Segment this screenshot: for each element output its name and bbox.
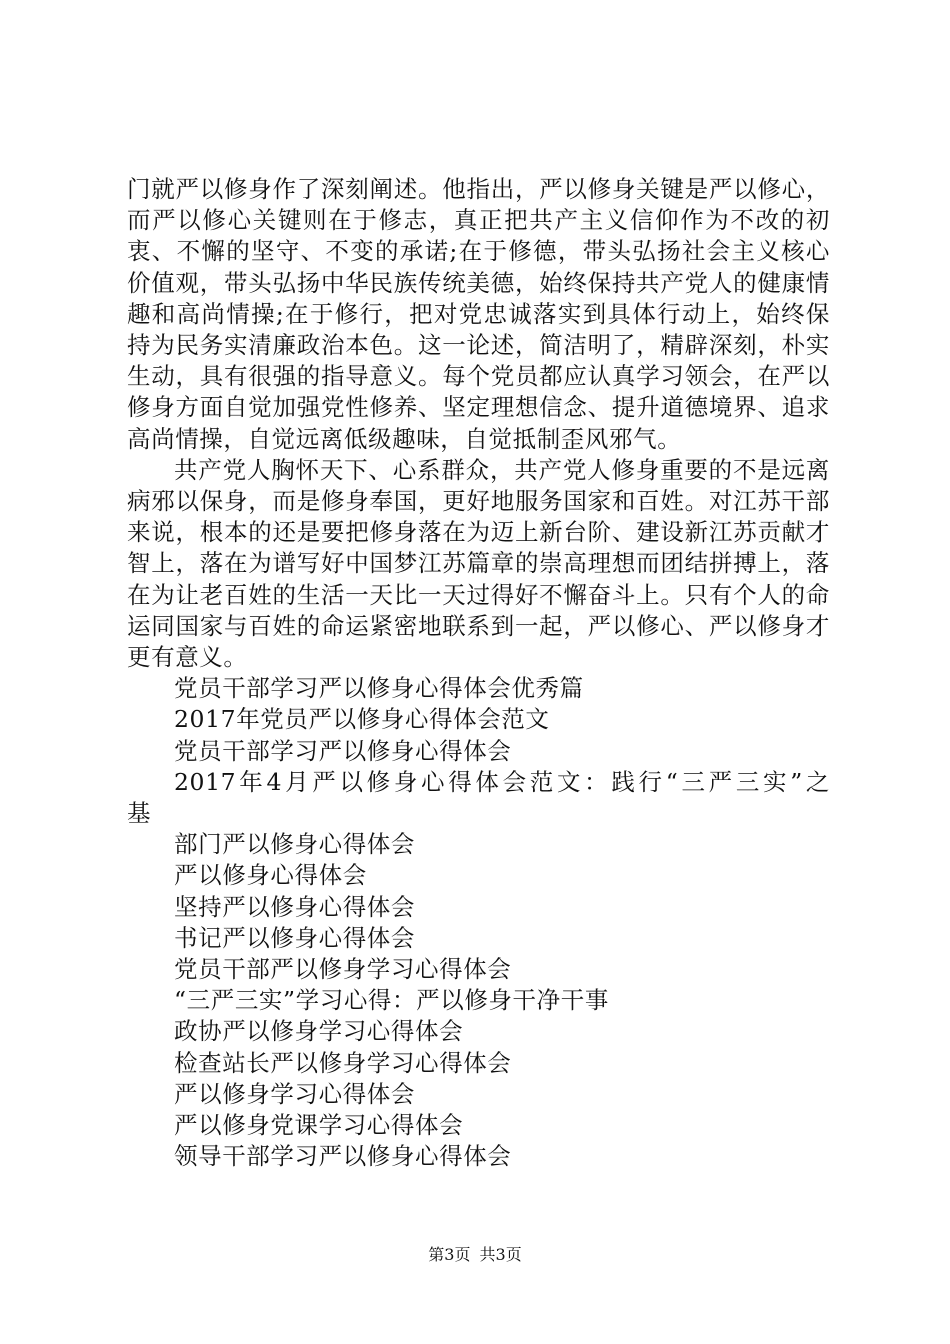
related-article-item: 严以修身学习心得体会: [174, 1079, 415, 1108]
document-body: [127, 174, 830, 1173]
related-article-item: 党员干部严以修身学习心得体会: [174, 955, 512, 984]
body-paragraph-1: 门就严以修身作了深刻阐述。他指出，严以修身关键是严以修心，而严以修心关键则在于修志，真正把共产主义信仰作为不改的初衷、不懈的坚守、不变的承诺;在于修德，带头弘扬社会主义核心价值观，带头弘扬中华民族传统美德，始终保持共产党人的健康情趣和高尚情操;在于修行，把对党忠诚落实到具体行动上，始终保持为民务实清廉政治本色。这一论述，简洁明了，精辟深刻，朴实生动，具有很强的指导意义。每个党员都应认真学习领会，在严以修身方面自觉加强党性修养、坚定理想信念、提升道德境界、追求高尚情操，自觉远离低级趣味，自觉抵制歪风邪气。: [127, 175, 830, 453]
page-footer: [0, 1245, 950, 1265]
page-number: 第3页: [428, 1245, 471, 1264]
page-total: 共3页: [479, 1245, 522, 1264]
related-article-item: 政协严以修身学习心得体会: [174, 1017, 464, 1046]
related-article-item: 党员干部学习严以修身心得体会优秀篇: [174, 674, 584, 703]
related-article-item: 严以修身心得体会: [174, 861, 367, 890]
related-article-item: 2017年党员严以修身心得体会范文: [174, 705, 550, 734]
related-article-item: 书记严以修身心得体会: [174, 923, 415, 952]
related-article-item: 党员干部学习严以修身心得体会: [174, 736, 512, 765]
related-article-item: 部门严以修身心得体会: [174, 830, 415, 859]
related-articles-list: [127, 673, 830, 1172]
related-article-item: 坚持严以修身心得体会: [174, 892, 415, 921]
related-article-item: 严以修身党课学习心得体会: [174, 1111, 464, 1140]
body-paragraph-2: 共产党人胸怀天下、心系群众，共产党人修身重要的不是远离病邪以保身，而是修身奉国，更好地服务国家和百姓。对江苏干部来说，根本的还是要把修身落在为迈上新台阶、建设新江苏贡献才智上，落在为谱写好中国梦江苏篇章的崇高理想而团结拼搏上，落在为让老百姓的生活一天比一天过得好不懈奋斗上。只有个人的命运同国家与百姓的命运紧密地联系到一起，严以修心、严以修身才更有意义。: [127, 455, 830, 672]
related-article-item: 检查站长严以修身学习心得体会: [174, 1048, 512, 1077]
related-article-item-head: 2017年4月严以修身心得体会范文：践行“三严三实”之: [174, 767, 830, 796]
related-article-item: “三严三实”学习心得：严以修身干净干事: [174, 986, 609, 1015]
related-article-item: [127, 767, 830, 829]
related-article-item-tail: 基: [127, 799, 152, 828]
related-article-item: 领导干部学习严以修身心得体会: [174, 1142, 512, 1171]
